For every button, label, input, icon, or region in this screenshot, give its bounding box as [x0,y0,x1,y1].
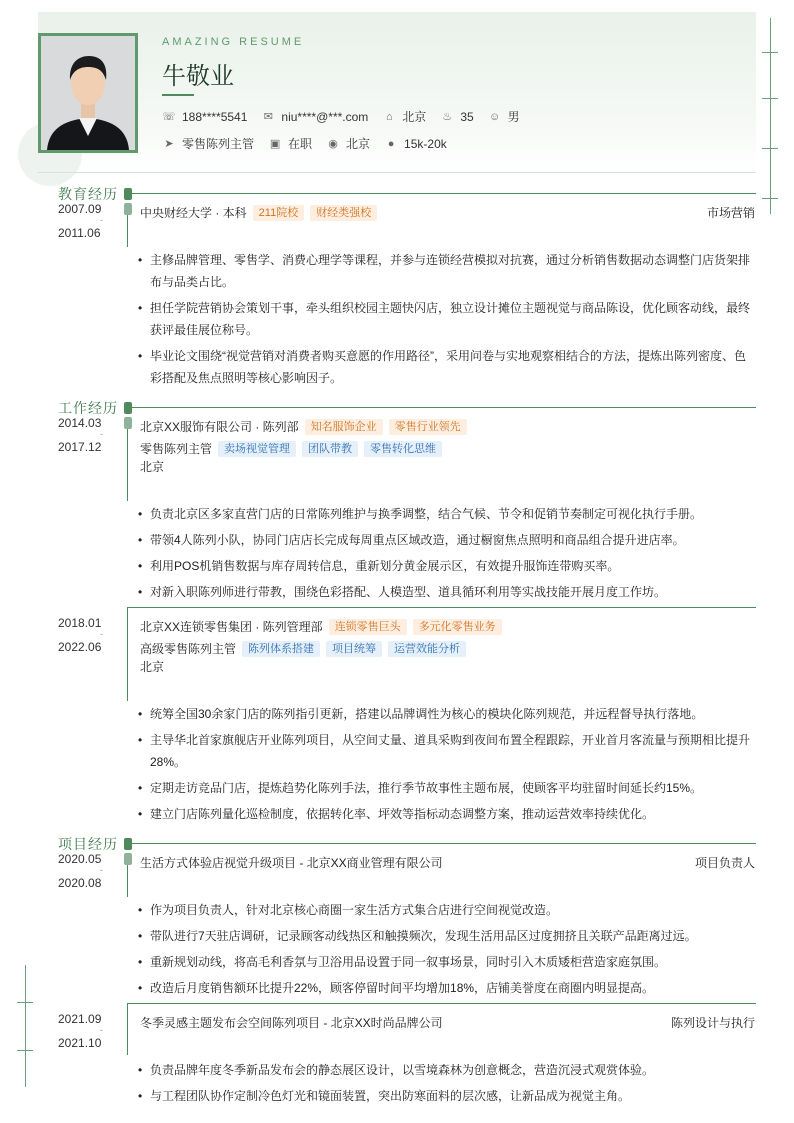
section-title-work: 工作经历 [58,401,118,417]
section-rule [132,193,756,194]
location-pin-icon: ◉ [328,138,338,150]
section-rule [132,407,756,408]
date-dash: - [100,865,103,875]
list-item: • 带队进行7天驻店调研，记录顾客动线热区和触摸频次，发现生活用品区过度拥挤且关联产品距离过远。 [138,925,752,947]
profile-photo [38,33,138,153]
work-bullets [138,703,752,829]
briefcase-icon: ▣ [269,138,281,150]
list-item: • 改造后月度销售额环比提升22%，顾客停留时间平均增加18%，店铺美誉度在商圈内明显提高。 [138,977,752,999]
project-bullets [138,1059,752,1111]
skill-tag: 项目统筹 [326,641,382,657]
list-item: • 定期走访竞品门店，提炼趋势化陈列手法，推行季节故事性主题布展，使顾客平均驻留时间延长约15%。 [138,777,752,799]
target-position-text: 零售陈列主管 [182,137,255,151]
date-end: 2011.06 [58,226,101,240]
entry-rule [127,1003,756,1004]
city-text: 北京 [402,110,427,124]
contact-row [162,108,534,125]
home-icon: ⌂ [385,110,393,123]
decorative-tick [762,148,778,149]
education-school-line [140,204,377,221]
list-item: • 主修品牌管理、零售学、消费心理学等课程，并参与连锁经营模拟对抗赛，通过分析销售数据动态调整门店货架排布与品类占比。 [138,249,752,293]
list-item: • 利用POS机销售数据与库存周转信息，重新划分黄金展示区，有效提升服饰连带购买率。 [138,555,752,577]
project-bullets [138,899,752,1003]
section-title-projects: 项目经历 [58,837,118,853]
gender-text: 男 [507,110,520,124]
date-dash: - [100,429,103,439]
list-item: • 作为项目负责人，针对北京核心商圈一家生活方式集合店进行空间视觉改造。 [138,899,752,921]
list-item: • 担任学院营销协会策划干事，牵头组织校园主题快闪店，独立设计摊位主题视觉与商品陈设，优化顾客动线，最终获评最佳展位称号。 [138,297,752,341]
section-marker [124,838,132,850]
section-title-education: 教育经历 [58,187,118,203]
decorative-line-right [770,18,771,214]
decorative-tick [762,198,778,199]
date-dash: - [100,215,103,225]
name-underline [162,94,194,96]
date-end: 2017.12 [58,440,102,454]
company-tag: 零售行业领先 [389,419,467,435]
decorative-tick [17,1050,33,1051]
company-tag: 连锁零售巨头 [329,619,407,635]
school-name: 中央财经大学 · 本科 [140,206,247,220]
project-name: 生活方式体验店视觉升级项目 - 北京XX商业管理有限公司 [140,856,443,870]
education-bullets [138,249,752,393]
entry-timeline [127,429,128,501]
header-divider [38,172,756,173]
project-name: 冬季灵感主题发布会空间陈列项目 - 北京XX时尚品牌公司 [140,1016,443,1030]
section-rule [132,843,756,844]
entry-timeline [127,1003,128,1055]
position-name: 零售陈列主管 [140,442,213,456]
company-name: 北京XX连锁零售集团 · 陈列管理部 [140,620,323,634]
status-text: 在职 [288,137,313,151]
date-start: 2018.01 [58,616,102,630]
list-item: • 对新入职陈列师进行带教，围绕色彩搭配、人模造型、道具循环利用等实战技能开展月度工作坊。 [138,581,752,603]
work-location: 北京 [140,660,165,674]
project-role: 陈列设计与执行 [670,1016,755,1030]
work-company-line [140,418,467,435]
list-item: • 与工程团队协作定制冷色灯光和镜面装置，突出防寒面料的层次感，让新品成为视觉主角。 [138,1085,752,1107]
list-item: • 统筹全国30余家门店的陈列指引更新，搭建以品牌调性为核心的模块化陈列规范，并远程督导执行落地。 [138,703,752,725]
list-item: • 负责北京区多家直营门店的日常陈列维护与换季调整，结合气候、节令和促销节奏制定可视化执行手册。 [138,503,752,525]
target-city-text: 北京 [346,137,371,151]
work-location: 北京 [140,460,165,474]
school-tag: 211院校 [253,205,305,221]
phone-icon: ☏ [162,111,176,123]
email-text: niu****@***.com [281,109,369,124]
birthday-cake-icon: ♨ [442,111,453,123]
list-item: • 毕业论文围绕“视觉营销对消费者购买意愿的作用路径”，采用问卷与实地观察相结合的方法，提炼出陈列密度、色彩搭配及焦点照明等核心影响因子。 [138,345,752,389]
skill-tag: 零售转化思维 [364,441,442,457]
company-tag: 知名服饰企业 [305,419,383,435]
date-start: 2014.03 [58,416,102,430]
work-position-line [140,440,442,457]
date-end: 2022.06 [58,640,102,654]
skill-tag: 团队带教 [302,441,358,457]
company-name: 北京XX服饰有限公司 · 陈列部 [140,420,299,434]
project-role: 项目负责人 [694,856,755,870]
list-item: • 主导华北首家旗舰店开业陈列项目，从空间丈量、道具采购到夜间布置全程跟踪，开业首月客流量与预期相比提升28%。 [138,729,752,773]
list-item: • 重新规划动线，将高毛利香氛与卫浴用品设置于同一叙事场景，同时引入木质矮柜营造家庭氛围。 [138,951,752,973]
school-tag: 财经类强校 [310,205,377,221]
major-text: 市场营销 [706,206,755,220]
date-start: 2021.09 [58,1012,102,1026]
company-tag: 多元化零售业务 [413,619,502,635]
date-end: 2021.10 [58,1036,102,1050]
salary-icon: ● [387,137,395,150]
entry-marker [124,203,132,215]
entry-timeline [127,215,128,247]
section-marker [124,402,132,414]
section-marker [124,188,132,200]
send-icon: ➤ [164,138,174,150]
entry-timeline [127,865,128,897]
age-text: 35 [460,109,474,124]
skill-tag: 运营效能分析 [388,641,466,657]
work-company-line [140,618,502,635]
decorative-tick [762,52,778,53]
skill-tag: 陈列体系搭建 [242,641,320,657]
resume-eyebrow: AMAZING RESUME [162,36,305,48]
date-end: 2020.08 [58,876,102,890]
decorative-tick [762,98,778,99]
intention-row [162,135,461,152]
skill-tag: 卖场视觉管理 [218,441,296,457]
entry-marker [124,417,132,429]
decorative-line-left [25,965,26,1087]
decorative-tick [17,1002,33,1003]
gender-icon: ☺ [489,110,501,123]
candidate-name: 牛敬业 [162,62,234,90]
entry-timeline [127,607,128,701]
date-dash: - [100,1025,103,1035]
work-position-line [140,640,466,657]
list-item: • 建立门店陈列量化巡检制度，依据转化率、坪效等指标动态调整方案，推动运营效率持续优化。 [138,803,752,825]
salary-text: 15k-20k [404,136,447,151]
list-item: • 负责品牌年度冬季新品发布会的静态展区设计，以雪境森林为创意概念，营造沉浸式观赏体验。 [138,1059,752,1081]
phone-text: 188****5541 [182,109,248,124]
date-dash: - [100,629,103,639]
date-start: 2020.05 [58,852,102,866]
mail-icon: ✉ [263,111,274,123]
list-item: • 带领4人陈列小队，协同门店店长完成每周重点区域改造，通过橱窗焦点照明和商品组合提升进店率。 [138,529,752,551]
entry-rule [127,607,756,608]
position-name: 高级零售陈列主管 [140,642,237,656]
entry-marker [124,853,132,865]
work-bullets [138,503,752,607]
date-start: 2007.09 [58,202,102,216]
